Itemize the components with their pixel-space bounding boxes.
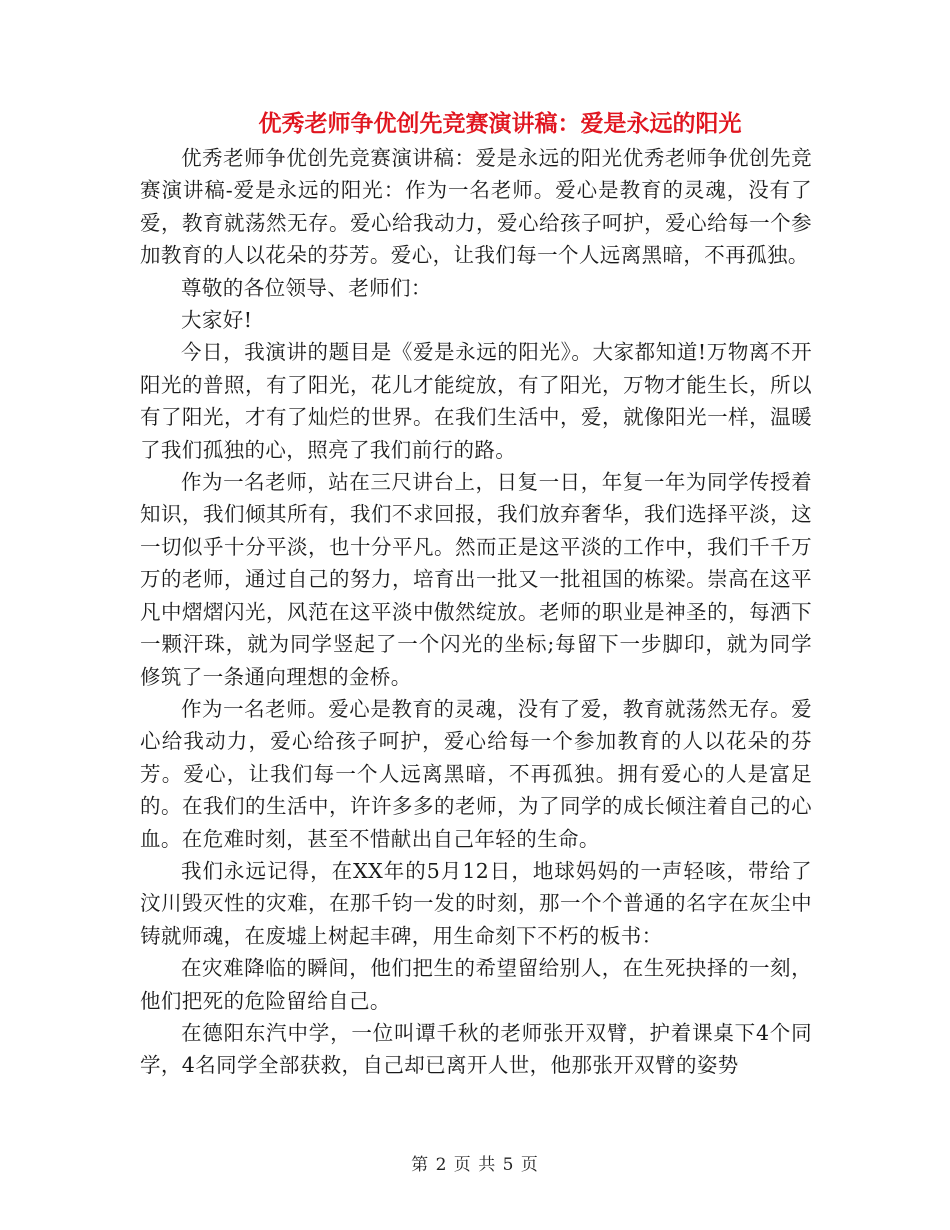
paragraph-greeting: 大家好! [181, 308, 253, 333]
paragraph-intro: 优秀老师争优创先竞赛演讲稿：爱是永远的阳光优秀老师争优创先竞赛演讲稿-爱是永远的阳光：作为一名老师。爱心是教育的灵魂，没有了爱，教育就荡然无存。爱心给我动力，爱心给孩子呵护，爱心给每一个参加教育的人以花朵的芬芳。爱心，让我们每一个人远离黑暗，不再孤独。 [140, 146, 812, 268]
paragraph-remember: 我们永远记得，在XX年的5月12日，地球妈妈的一声轻咳，带给了汶川毁灭性的灾难，在那千钧一发的时刻，那一个个普通的名字在灰尘中铸就师魂，在废墟上树起丰碑，用生命刻下不朽的板书： [140, 858, 812, 948]
paragraph-topic: 今日，我演讲的题目是《爱是永远的阳光》。大家都知道!万物离不开阳光的普照，有了阳光，花儿才能绽放，有了阳光，万物才能生长，所以有了阳光，才有了灿烂的世界。在我们生活中，爱，就像阳光一样，温暖了我们孤独的心，照亮了我们前行的路。 [140, 340, 812, 462]
paragraph-love: 作为一名老师。爱心是教育的灵魂，没有了爱，教育就荡然无存。爱心给我动力，爱心给孩子呵护，爱心给每一个参加教育的人以花朵的芬芳。爱心，让我们每一个人远离黑暗，不再孤独。拥有爱心的人是富足的。在我们的生活中，许许多多的老师，为了同学的成长倾注着自己的心血。在危难时刻，甚至不惜献出自己年轻的生命。 [140, 696, 812, 851]
paragraph-teacher-role: 作为一名老师，站在三尺讲台上，日复一日，年复一年为同学传授着知识，我们倾其所有，我们不求回报，我们放弃奢华，我们选择平淡，这一切似乎十分平淡，也十分平凡。然而正是这平淡的工作中，我们千千万万的老师，通过自己的努力，培育出一批又一批祖国的栋梁。崇高在这平凡中熠熠闪光，风范在这平淡中傲然绽放。老师的职业是神圣的，每洒下一颗汗珠，就为同学竖起了一个闪光的坐标;每留下一步脚印，就为同学修筑了一条通向理想的金桥。 [140, 470, 812, 689]
page-number-footer: 第 2 页 共 5 页 [411, 1155, 539, 1175]
paragraph-disaster: 在灾难降临的瞬间，他们把生的希望留给别人，在生死抉择的一刻，他们把死的危险留给自己。 [140, 956, 812, 1013]
document-body [140, 142, 812, 1082]
paragraph-deyang: 在德阳东汽中学，一位叫谭千秋的老师张开双臂，护着课桌下4个同学，4名同学全部获救，自己却已离开人世，他那张开双臂的姿势 [140, 1020, 812, 1078]
document-title: 优秀老师争优创先竞赛演讲稿：爱是永远的阳光 [258, 110, 742, 137]
paragraph-salutation: 尊敬的各位领导、老师们： [181, 275, 432, 300]
